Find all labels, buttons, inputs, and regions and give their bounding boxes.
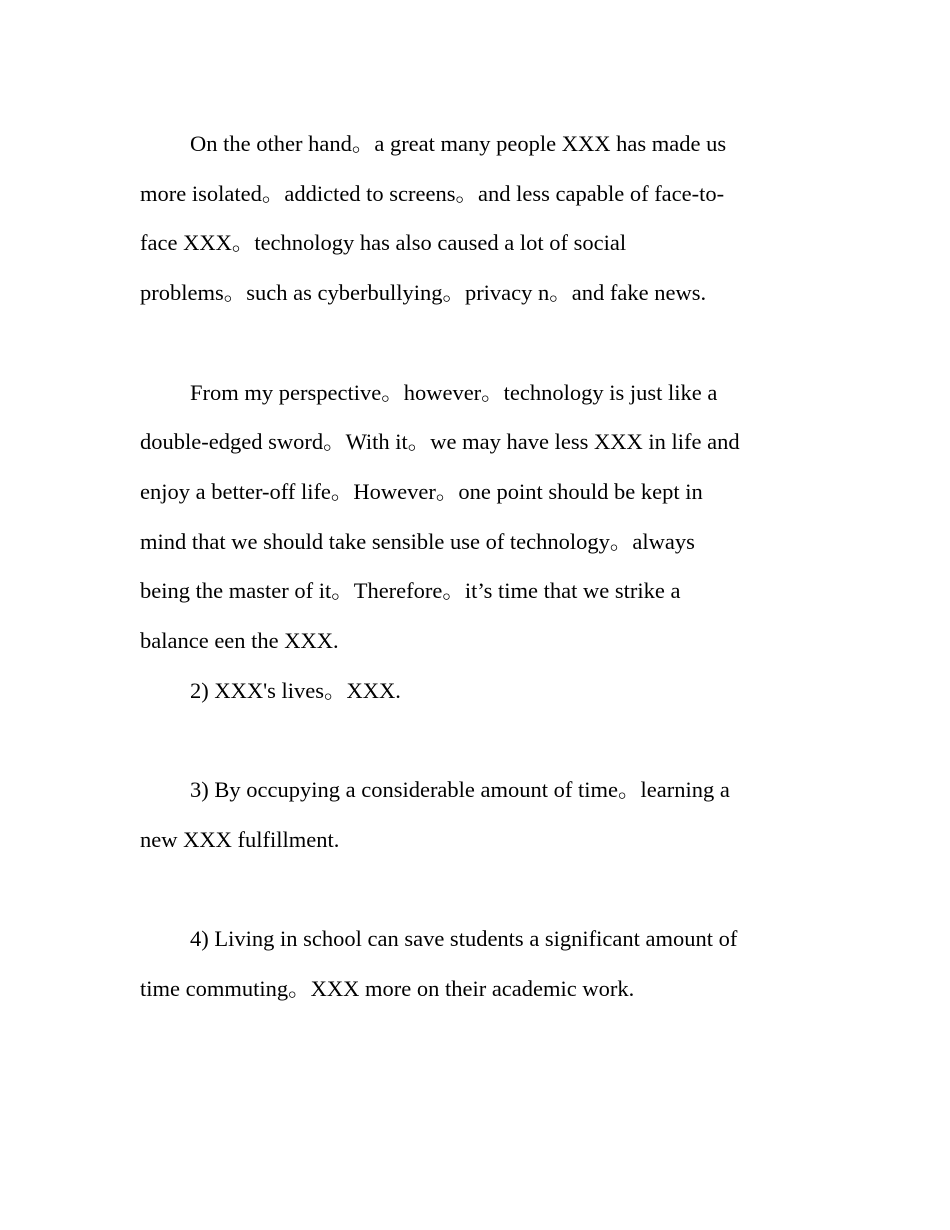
- text-line: On the other hand。a great many people XXX has made us: [190, 131, 727, 156]
- document-body: [140, 119, 806, 1014]
- paragraph-technology-drawbacks: [140, 119, 806, 318]
- list-item-4: [140, 914, 806, 1013]
- paragraph-perspective: [140, 368, 806, 666]
- paragraph-spacer: [140, 865, 806, 915]
- text-line: face XXX。technology has also caused a lot of social: [140, 230, 627, 256]
- text-line: time commuting。XXX more on their academic work.: [140, 975, 635, 1001]
- list-item-2: [140, 666, 806, 716]
- text-line: being the master of it。Therefore。it’s time that we strike a: [140, 578, 681, 604]
- text-line: mind that we should take sensible use of technology。always: [140, 528, 695, 554]
- text-line: new XXX fulfillment.: [140, 826, 340, 852]
- paragraph-spacer: [140, 715, 806, 765]
- text-line: 2) XXX's lives。XXX.: [190, 677, 401, 703]
- text-line: problems。such as cyberbullying。privacy n。and fake news.: [140, 280, 707, 306]
- text-line: enjoy a better-off life。However。one point should be kept in: [140, 478, 703, 504]
- text-line: 4) Living in school can save students a significant amount of: [190, 926, 738, 952]
- paragraph-spacer: [140, 318, 806, 368]
- text-line: more isolated。addicted to screens。and less capable of face-to-: [140, 180, 725, 206]
- text-line: double-edged sword。With it。we may have less XXX in life and: [140, 429, 740, 455]
- list-item-3: [140, 765, 806, 864]
- text-line: balance een the XXX.: [140, 628, 339, 654]
- text-line: 3) By occupying a considerable amount of time。learning a: [190, 777, 730, 803]
- text-line: From my perspective。however。technology is just like a: [190, 379, 718, 405]
